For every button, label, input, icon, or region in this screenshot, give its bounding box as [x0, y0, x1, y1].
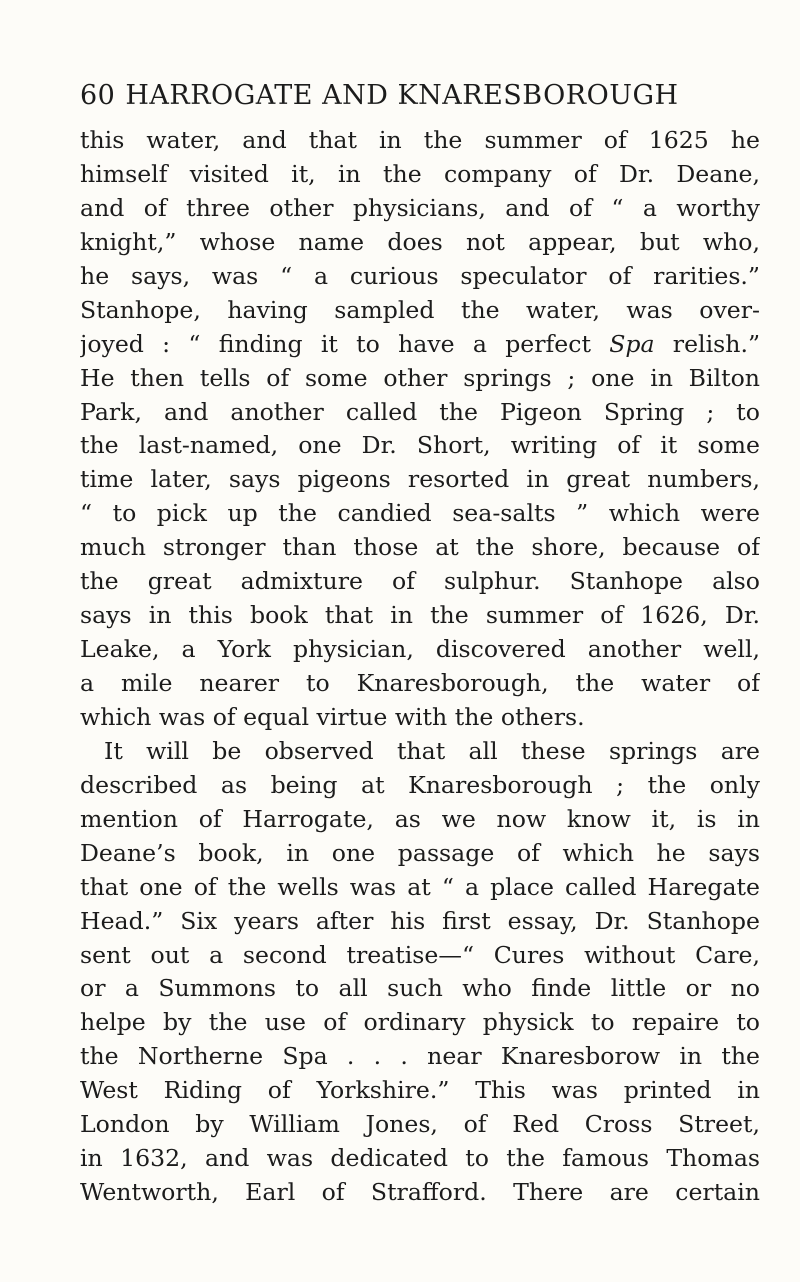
text-line: helpe by the use of ordinary physick to repaire to: [80, 1008, 760, 1037]
text-line: that one of the wells was at “ a place called Haregate: [80, 872, 760, 901]
text-line: Deane’s book, in one passage of which he says: [80, 838, 760, 867]
text-line-mixed: [80, 328, 760, 362]
text-line: knight,” whose name does not appear, but who,: [80, 227, 760, 256]
text-line: much stronger than those at the shore, because of: [80, 533, 760, 562]
text-line: and of three other physicians, and of “ a worthy: [80, 193, 760, 222]
text-line: he says, was “ a curious speculator of rarities.”: [80, 261, 760, 290]
text-segment: relish.”: [654, 329, 760, 358]
running-header: [80, 74, 760, 118]
text-segment: joyed : “ finding it to have a perfect: [80, 329, 610, 358]
text-line: He then tells of some other springs ; one in Bilton: [80, 363, 760, 392]
text-line: the Northerne Spa . . . near Knaresborow in the: [80, 1042, 760, 1071]
text-line: Park, and another called the Pigeon Spring ; to: [80, 397, 760, 426]
text-line: in 1632, and was dedicated to the famous Thomas: [80, 1144, 760, 1173]
text-line: this water, and that in the summer of 1625 he: [80, 126, 760, 154]
book-page: [80, 74, 760, 1210]
text-line: West Riding of Yorkshire.” This was printed in: [80, 1076, 760, 1105]
text-line: mention of Harrogate, as we now know it, is in: [80, 804, 760, 833]
text-line: a mile nearer to Knaresborough, the water of: [80, 669, 760, 697]
text-line: “ to pick up the candied sea-salts ” which were: [80, 499, 760, 528]
text-line: described as being at Knaresborough ; the only: [80, 770, 760, 799]
text-line: It will be observed that all these springs are: [104, 736, 760, 765]
text-line: time later, says pigeons resorted in great numbers,: [80, 465, 760, 494]
text-line: Wentworth, Earl of Strafford. There are certain: [80, 1178, 760, 1207]
text-line: the last-named, one Dr. Short, writing of it some: [80, 431, 760, 460]
text-line: himself visited it, in the company of Dr. Deane,: [80, 159, 760, 188]
italic-word: Spa: [609, 329, 655, 358]
running-title: HARROGATE AND KNARESBOROUGH: [125, 80, 679, 111]
text-line: or a Summons to all such who finde little or no: [80, 974, 760, 1003]
text-line: Stanhope, having sampled the water, was over-: [80, 295, 760, 324]
page-number: 60: [80, 80, 116, 111]
text-line: London by William Jones, of Red Cross Street,: [80, 1110, 760, 1139]
text-line: sent out a second treatise—“ Cures without Care,: [80, 940, 760, 969]
text-line: Head.” Six years after his first essay, Dr. Stanhope: [80, 906, 760, 935]
text-line: the great admixture of sulphur. Stanhope also: [80, 567, 760, 596]
text-line: says in this book that in the summer of 1626, Dr.: [80, 601, 760, 630]
body-text: [80, 124, 760, 1210]
text-line: which was of equal virtue with the others.: [80, 702, 585, 731]
text-line: Leake, a York physician, discovered another well,: [80, 635, 760, 664]
